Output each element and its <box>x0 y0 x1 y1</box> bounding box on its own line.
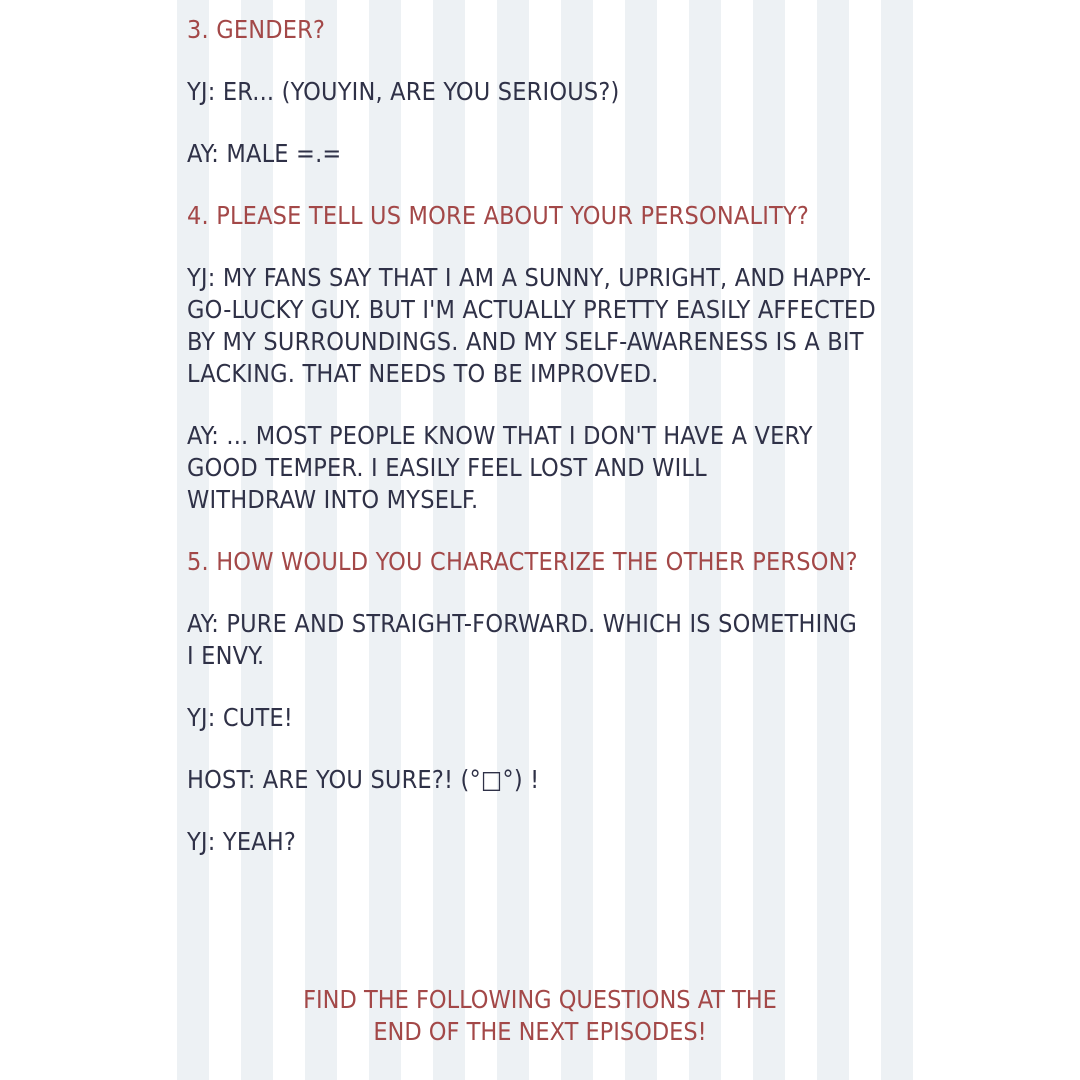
answer-5-ay: AY: PURE AND STRAIGHT-FORWARD. WHICH IS SOMETHING I ENVY. <box>187 609 858 670</box>
answer-5-host: HOST: ARE YOU SURE?! (°□°) ! <box>187 765 540 794</box>
answer-4-ay: AY: ... MOST PEOPLE KNOW THAT I DON'T HAVE A VERY GOOD TEMPER. I EASILY FEEL LOST AND WILL WITHDRAW INTO MYSELF. <box>187 421 813 514</box>
question-5: 5. HOW WOULD YOU CHARACTERIZE THE OTHER PERSON? <box>187 547 858 576</box>
answer-5-yj-1: YJ: CUTE! <box>187 703 294 732</box>
footer-line-1: FIND THE FOLLOWING QUESTIONS AT THE <box>303 985 777 1014</box>
answer-3-ay: AY: MALE =.= <box>187 139 342 168</box>
answer-5-yj-2: YJ: YEAH? <box>187 827 297 856</box>
footer-line-2: END OF THE NEXT EPISODES! <box>373 1017 707 1046</box>
question-3: 3. GENDER? <box>187 15 326 44</box>
interview-content <box>187 14 907 858</box>
answer-3-yj: YJ: ER... (YOUYIN, ARE YOU SERIOUS?) <box>187 77 620 106</box>
footer-note <box>145 984 935 1048</box>
question-4: 4. PLEASE TELL US MORE ABOUT YOUR PERSONALITY? <box>187 201 810 230</box>
answer-4-yj: YJ: MY FANS SAY THAT I AM A SUNNY, UPRIGHT, AND HAPPY-GO-LUCKY GUY. BUT I'M ACTUALLY PRETTY EASILY AFFECTED BY MY SURROUNDINGS. AND MY SELF-AWARENESS IS A BIT LACKING. THAT NEEDS TO BE IMPROVED. <box>187 263 876 388</box>
